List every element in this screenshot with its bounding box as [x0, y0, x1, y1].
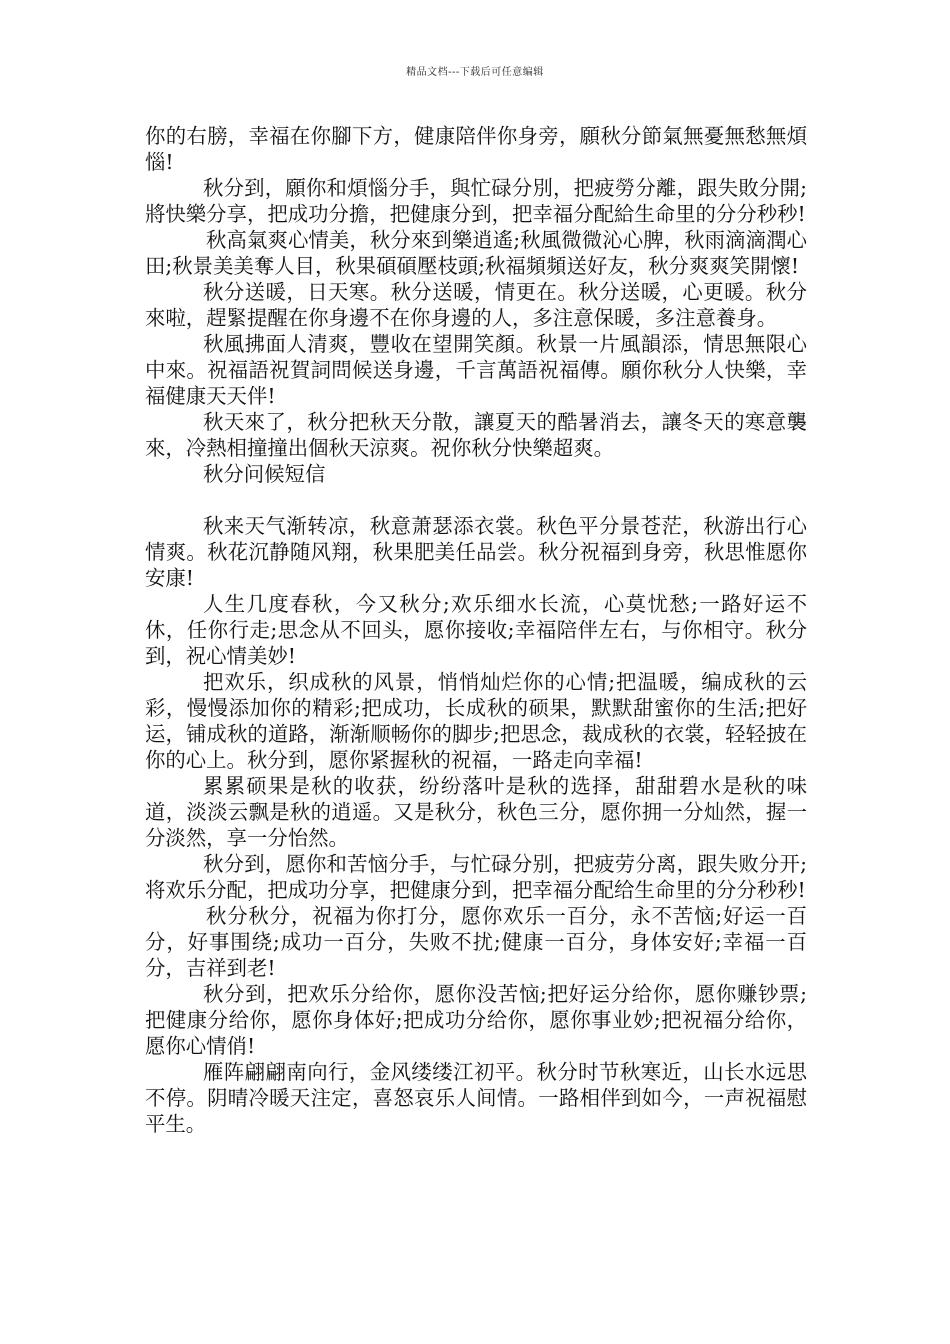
- page-header: 精品文档---下载后可任意编辑: [406, 67, 544, 78]
- paragraph: 秋分秋分，祝福为你打分，愿你欢乐一百分，永不苦恼;好运一百分，好事围绕;成功一百分，失败不扰;健康一百分，身体安好;幸福一百分，吉祥到老!: [145, 904, 807, 980]
- section-title: 秋分问候短信: [203, 462, 326, 486]
- paragraph: 秋分到，把欢乐分给你，愿你没苦恼;把好运分给你，愿你赚钞票;把健康分给你，愿你身体好;把成功分给你，愿你事业妙;把祝福分给你，愿你心情俏!: [145, 982, 807, 1058]
- paragraph: 雁阵翩翩南向行，金风缕缕江初平。秋分时节秋寒近，山长水远思不停。阴晴冷暖天注定，喜怒哀乐人间情。一路相伴到如今，一声祝福慰平生。: [145, 1060, 807, 1136]
- paragraph: 秋高氣爽心情美，秋分來到樂逍遙;秋風微微沁心脾，秋雨滴滴潤心田;秋景美美奪人目，秋果碩碩壓枝頭;秋福頻頻送好友，秋分爽爽笑開懷!: [145, 228, 807, 278]
- paragraph: 把欢乐，织成秋的风景，悄悄灿烂你的心情;把温暖，编成秋的云彩，慢慢添加你的精彩;把成功，长成秋的硕果，默默甜蜜你的生活;把好运，铺成秋的道路，渐渐顺畅你的脚步;把思念，裁成秋的衣裳，轻轻披在你的心上。秋分到，愿你紧握秋的祝福，一路走向幸福!: [145, 670, 807, 772]
- paragraph: 秋分到，願你和煩惱分手，與忙碌分別，把疲勞分離，跟失敗分開;將快樂分享，把成功分擔，把健康分到，把幸福分配給生命里的分分秒秒!: [145, 176, 807, 226]
- paragraph: 秋分到，愿你和苦恼分手，与忙碌分别，把疲劳分离，跟失败分开;将欢乐分配，把成功分享，把健康分到，把幸福分配给生命里的分分秒秒!: [145, 852, 807, 902]
- paragraph: 秋分送暖，日天寒。秋分送暖，情更在。秋分送暖，心更暖。秋分來啦，趕緊提醒在你身邊不在你身邊的人，多注意保暖，多注意養身。: [145, 280, 807, 330]
- paragraph-continuation: 你的右膀，幸福在你腳下方，健康陪伴你身旁，願秋分節氣無憂無愁無煩惱!: [145, 124, 807, 174]
- document-body: [145, 123, 807, 1137]
- paragraph: 秋風拂面人清爽，豐收在望開笑顏。秋景一片風韻添，情思無限心中來。祝福語祝賀詞問候送身邊，千言萬語祝福傳。願你秋分人快樂，幸福健康天天伴!: [145, 332, 807, 408]
- paragraph: 秋天來了，秋分把秋天分散，讓夏天的酷暑消去，讓冬天的寒意襲來，冷熱相撞撞出個秋天涼爽。祝你秋分快樂超爽。: [145, 410, 807, 460]
- paragraph: 秋来天气渐转凉，秋意萧瑟添衣裳。秋色平分景苍茫，秋游出行心情爽。秋花沉静随风翔，秋果肥美任品尝。秋分祝福到身旁，秋思惟愿你安康!: [145, 514, 807, 590]
- paragraph: 累累硕果是秋的收获，纷纷落叶是秋的选择，甜甜碧水是秋的味道，淡淡云飘是秋的逍遥。又是秋分，秋色三分，愿你拥一分灿然，握一分淡然，享一分怡然。: [145, 774, 807, 850]
- blank-line: [145, 487, 807, 513]
- paragraph: 人生几度春秋，今又秋分;欢乐细水长流，心莫忧愁;一路好运不休，任你行走;思念从不回头，愿你接收;幸福陪伴左右，与你相守。秋分到，祝心情美妙!: [145, 592, 807, 668]
